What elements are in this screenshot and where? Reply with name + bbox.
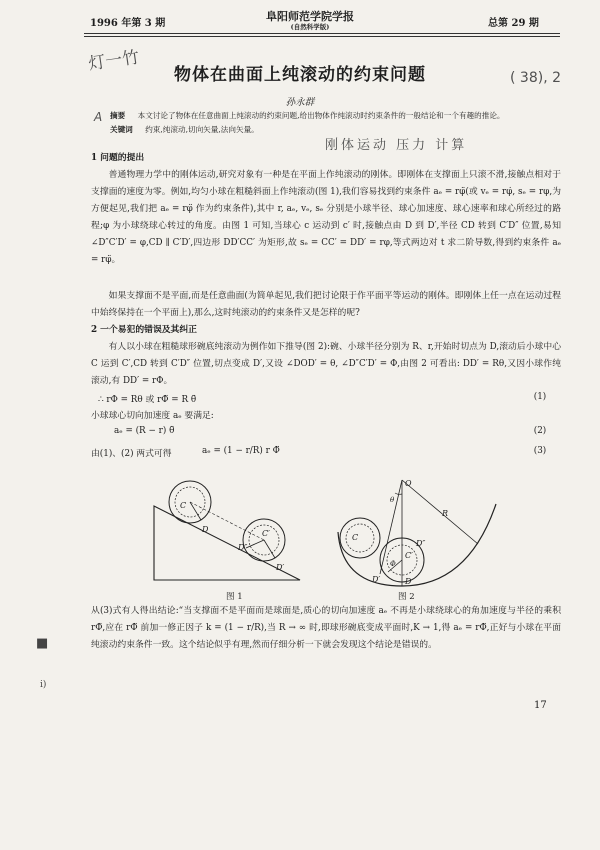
label-d: D <box>202 525 209 534</box>
article-author: 孙永群 <box>285 97 315 108</box>
label-d: D <box>405 577 412 586</box>
section-2-paragraph-1: 有人以小球在粗糙球形碗底纯滚动为例作如下推导(图 2):碗、小球半径分别为 R、r,开始时切点为 D,滚动后小球中心 C 运到 C′,CD 转到 C′D″ 位置,切点变成 D′,又设 ∠DOD′ = θ, ∠D″C′D′ = Φ,由图 2 可看出: DD′ = Rθ,又因小球作纯滚动,有 DD′ = rΦ。 <box>91 342 561 386</box>
keywords-label: 关键词 <box>110 125 133 134</box>
section-1-paragraph-1: 普通物理力学中的刚体运动,研究对象有一种是在平面上作纯滚动的刚体。即刚体在支撑面上只滚不滑,接触点相对于支撑面的速度为零。例如,均匀小球在粗糙斜面上作纯滚动(图 1),我们容易找到约束条件 aₑ = rφ̈(或 vₑ = rφ̇, sₑ = rφ,为方便起见,我们把 aₑ = rφ̈ 作为约束条件),其中 r, aₑ, vₑ, sₑ 分别是小球半径、球心加速度、球心速率和球心所经过的路程;φ 为小球绕球心转过的角度。由图 1 可知,当球心 c 运动到 c′ 时,接触点由 D 到 D′,半径 CD 转到 C′D″ 位置,易知 ∠D″C′D′ = φ,CD ∥ C′D′,四边形 DD′CC′ 为矩形,故 sₑ = CC′ = DD′ = rφ,等式两边对 t 求二阶导数,得到约束条件 aₑ = rφ̈。 <box>91 170 561 265</box>
margin-mark-block: ■ <box>36 636 49 651</box>
figure-1-caption: 图 1 <box>226 592 243 602</box>
section-1-heading: 1 问题的提出 <box>91 153 145 163</box>
label-d-prime: D′ <box>276 563 285 572</box>
equation-3-number: (3) <box>533 446 547 456</box>
label-d-double-prime: D″ <box>416 539 426 548</box>
label-o: O <box>405 479 412 488</box>
label-phi: Φ <box>390 560 396 568</box>
label-theta: θ <box>390 496 395 504</box>
radius-final <box>264 540 275 558</box>
equation-2-number: (2) <box>533 426 547 436</box>
label-c: C <box>352 533 359 542</box>
article-title: 物体在曲面上纯滚动的约束问题 <box>174 65 426 85</box>
abstract-text: 本文讨论了物体在任意曲面上纯滚动的约束问题,给出物体作纯滚动时约束条件的一般结论和一个有趣的推论。 <box>137 111 505 120</box>
header-series: (自然科学版) <box>290 23 330 31</box>
handwritten-keywords: 刚体运动 压力 计算 <box>325 138 468 153</box>
radius-r-line <box>402 480 478 544</box>
figure-2-caption: 图 2 <box>398 592 415 602</box>
handwritten-note-right: ( 38), 2 <box>510 70 561 86</box>
keywords <box>110 124 330 135</box>
equation-2-intro: 小球球心切向加速度 aₑ 要满足: <box>91 411 214 421</box>
equation-1-number: (1) <box>533 392 547 402</box>
label-c-prime: C′ <box>405 551 413 560</box>
center-path <box>190 502 264 540</box>
header-rule <box>84 33 560 34</box>
equation-1: ∴ rΦ = Rθ 或 rΦ̈ = R θ̈ <box>98 395 197 405</box>
figure-2-diagram <box>328 474 500 590</box>
label-r: R <box>442 509 449 518</box>
section-2-heading: 2 一个易犯的错误及其纠正 <box>91 325 197 335</box>
label-c: C <box>180 501 187 510</box>
label-c-prime: C′ <box>262 529 270 538</box>
header-journal: 阜阳师范学院学报 <box>266 10 354 23</box>
header-total-issue: 总第 29 期 <box>488 18 539 29</box>
handwritten-mark-abstract: A <box>94 110 103 124</box>
abstract-label: 摘要 <box>110 111 126 120</box>
margin-mark-text: i) <box>40 680 47 690</box>
section-2-paragraph-2: 从(3)式有人得出结论:“当支撑面不是平面而是球面是,质心的切向加速度 aₑ 不再是小球绕球心的角加速度与半径的乘积 rΦ̈,应在 rΦ̈ 前加一修正因子 k = (1 − r/R),当 R → ∞ 时,即球形碗底变成平面时,K → 1,得 aₑ = rΦ̈,正好与小球在平面纯滚动约束条件一致。这个结论似乎有理,然而仔细分析一下就会发现这个结论是错误的。 <box>91 606 561 650</box>
label-d-prime: D′ <box>372 575 381 584</box>
header-year-issue: 1996 年第 3 期 <box>90 18 166 29</box>
header-rule-thin <box>84 36 560 37</box>
handwritten-note-left: 灯一竹 <box>87 47 141 75</box>
label-d-double-prime: D″ <box>238 543 248 552</box>
section-1-paragraph-2: 如果支撑面不是平面,而是任意曲面(为简单起见,我们把讨论限于作平面平等运动的刚体。即刚体上任一点在运动过程中始终保持在一个平面上),那么,这时纯滚动的约束条件又是怎样的呢? <box>91 291 561 318</box>
ball-initial-inner <box>346 524 374 552</box>
equation-3-intro: 由(1)、(2) 两式可得 <box>91 449 172 459</box>
keywords-text: 约束,纯滚动,切向矢量,法向矢量。 <box>145 125 259 134</box>
page-number: 17 <box>534 700 547 711</box>
equation-3: aₑ = (1 − r/R) r Φ̈ <box>202 446 280 456</box>
equation-2: aₑ = (R − r) θ̈ <box>114 426 175 436</box>
abstract <box>110 110 560 121</box>
figure-1-diagram <box>150 478 310 588</box>
